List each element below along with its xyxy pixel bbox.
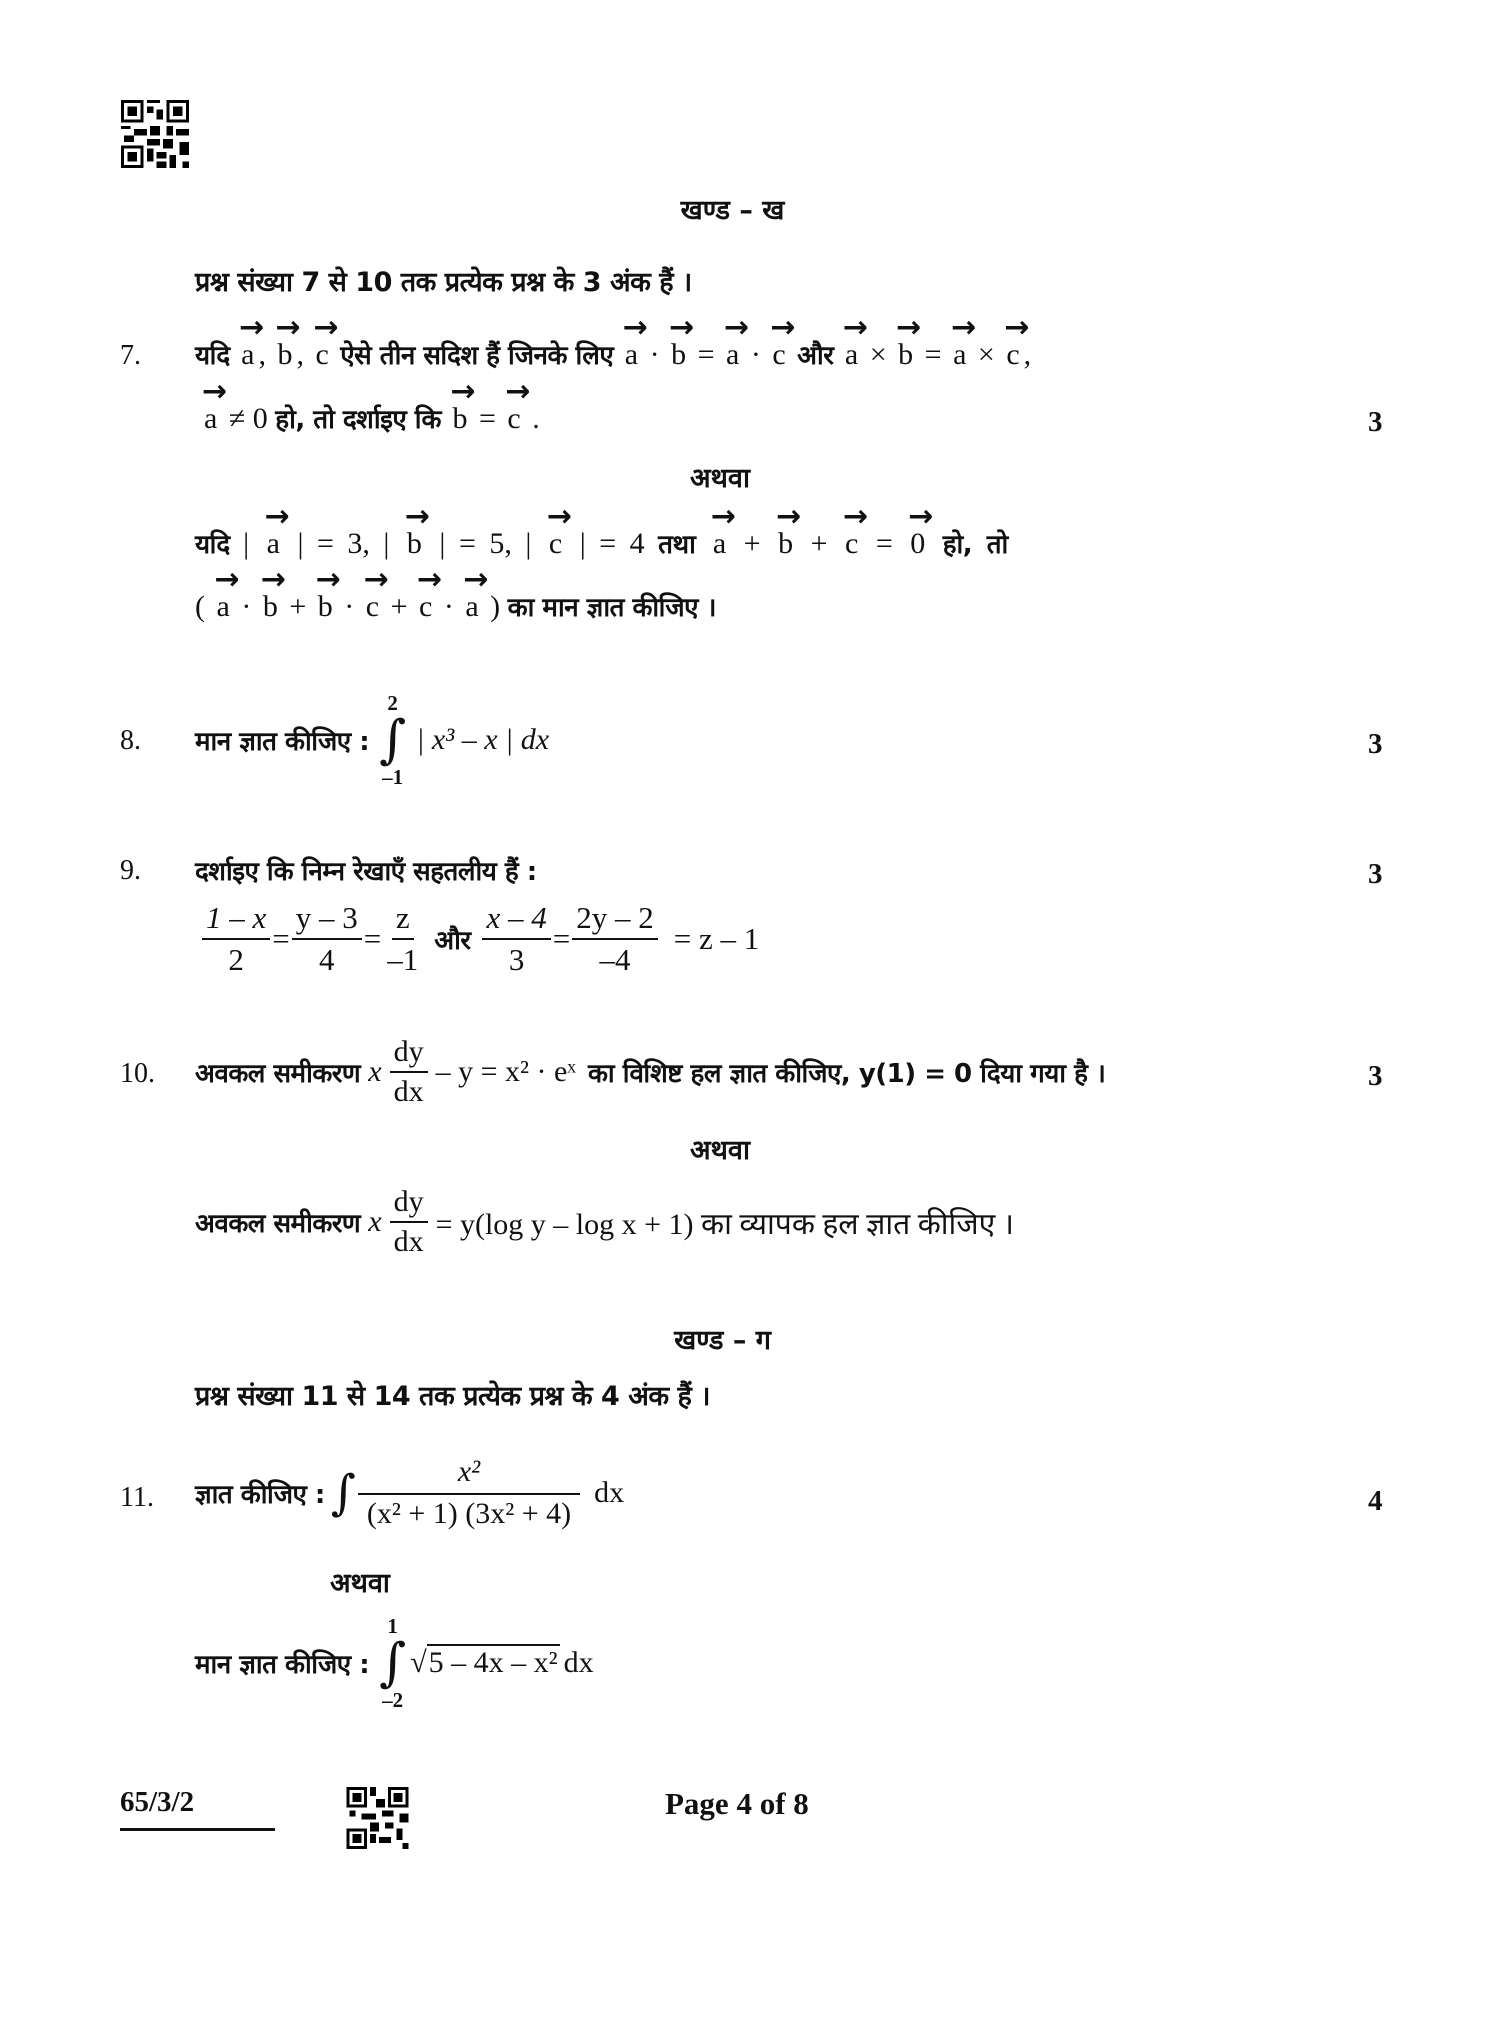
- question-10-body: अवकल समीकरण x $\frac{dy}{dx}$ – y = x² · eˣ का विशिष्ट हल ज्ञात कीजिए, y(1) = 0 दिया गया है ।: [195, 1035, 1106, 1108]
- q7-or-mag-b: = 5,: [458, 527, 512, 560]
- q7-or-mag-c: = 4: [599, 527, 645, 560]
- q11-prompt: ज्ञात कीजिए :: [195, 1480, 325, 1510]
- paper-code-underline: [120, 1828, 275, 1831]
- question-11-marks: 4: [1368, 1485, 1383, 1517]
- question-7-line-1: यदि → a , → b , → c ऐसे तीन सदिश हैं जिनके लिए → a · → b = → a · → c और → a × → b = → a × → c ,: [195, 336, 1031, 372]
- qr-code-icon: [120, 100, 190, 168]
- question-10-or-body: अवकल समीकरण x $\frac{dy}{dx}$ = y(log y – log x + 1) का व्यापक हल ज्ञात कीजिए ।: [195, 1185, 1015, 1258]
- question-11-or-body: मान ज्ञात कीजिए : 1 ∫ –2 √5 – 4x – x² dx: [195, 1614, 594, 1712]
- q7-or-mag-a: = 3,: [316, 527, 370, 560]
- section-c-heading: खण्ड – ग: [674, 1325, 771, 1356]
- q7-or-yadi: यदि: [195, 530, 230, 560]
- q10-suffix: का विशिष्ट हल ज्ञात कीजिए, y(1) = 0 दिया गया है ।: [587, 1059, 1106, 1089]
- q9-and: और: [434, 926, 471, 956]
- integral-sign: 1 ∫ –2: [379, 1614, 407, 1712]
- integral-sign: 2 ∫ –1: [379, 691, 407, 789]
- question-10-number: 10.: [120, 1058, 155, 1089]
- q7-or-suffix: का मान ज्ञात कीजिए ।: [507, 593, 716, 623]
- question-7-number: 7.: [120, 340, 141, 371]
- question-11-body: ज्ञात कीजिए : ∫ $\frac{\text{x²}}{\text{(x² + 1) (3x² + 4)}}$ dx: [195, 1455, 625, 1530]
- question-7-or-line-2: ( → a · → b + → b · → c + → c · → a ) का मान ज्ञात कीजिए ।: [195, 588, 716, 624]
- integral-sign: ∫: [330, 1465, 356, 1521]
- question-7-line-2: → a ≠ 0 हो, तो दर्शाइए कि → b = → c .: [200, 400, 540, 436]
- q10-or-rhs: = y(log y – log x + 1) का व्यापक हल ज्ञात कीजिए ।: [435, 1207, 1015, 1241]
- qr-code-icon: [343, 1787, 412, 1849]
- q9-prompt: दर्शाइए कि निम्न रेखाएँ सहतलीय हैं :: [195, 857, 537, 887]
- q7-or-end: हो, तो: [942, 530, 1008, 560]
- q7-text-and: और: [797, 341, 834, 371]
- section-c-instruction: प्रश्न संख्या 11 से 14 तक प्रत्येक प्रश्न के 4 अंक हैं ।: [195, 1381, 710, 1412]
- q7-text-yadi: यदि: [195, 341, 230, 371]
- q8-prompt: मान ज्ञात कीजिए :: [195, 727, 370, 757]
- q9-equations: $\frac{1 - x}{2}$ = $\frac{y - 3}{4}$ = $\frac{z}{-1}$ और $\frac{x - 4}{3}$ = $\frac{2y - 2}{-4}$ = z – 1: [200, 900, 759, 978]
- q7-text-mid: ऐसे तीन सदिश हैं जिनके लिए: [340, 341, 614, 371]
- q11-or-label: अथवा: [330, 1568, 390, 1599]
- paper-code: 65/3/2: [120, 1786, 195, 1818]
- question-11-number: 11.: [120, 1482, 154, 1513]
- question-8-body: [195, 692, 549, 788]
- question-8-number: 8.: [120, 725, 141, 756]
- section-b-heading: खण्ड – ख: [680, 195, 785, 226]
- q8-integrand: | x³ – x | dx: [416, 723, 550, 756]
- question-9-marks: 3: [1368, 858, 1383, 890]
- question-10-marks: 3: [1368, 1060, 1383, 1092]
- q10-or-prefix: अवकल समीकरण: [195, 1209, 361, 1239]
- q7-or-label: अथवा: [690, 463, 750, 494]
- q11-dx: dx: [594, 1476, 625, 1509]
- square-root: √5 – 4x – x²: [410, 1646, 558, 1679]
- page-number-label: Page 4 of 8: [665, 1786, 809, 1821]
- question-8-marks: 3: [1368, 728, 1383, 760]
- q10-or-label: अथवा: [690, 1135, 750, 1166]
- question-7-or-line-1: यदि | → a | = 3, | → b | = 5, | → c | = 4 तथा → a + → b + → c = → 0 हो, तो: [195, 525, 1008, 561]
- q11-or-prompt: मान ज्ञात कीजिए :: [195, 1650, 370, 1680]
- q7-or-tatha: तथा: [658, 530, 696, 560]
- q7-text-line2: हो, तो दर्शाइए कि: [275, 405, 441, 435]
- section-b-instruction: प्रश्न संख्या 7 से 10 तक प्रत्येक प्रश्न के 3 अंक हैं ।: [195, 267, 692, 298]
- question-9-number: 9.: [120, 855, 141, 886]
- q10-rhs: – y = x² · eˣ: [435, 1055, 576, 1088]
- question-7-marks: 3: [1368, 406, 1383, 438]
- q10-prefix: अवकल समीकरण: [195, 1059, 361, 1089]
